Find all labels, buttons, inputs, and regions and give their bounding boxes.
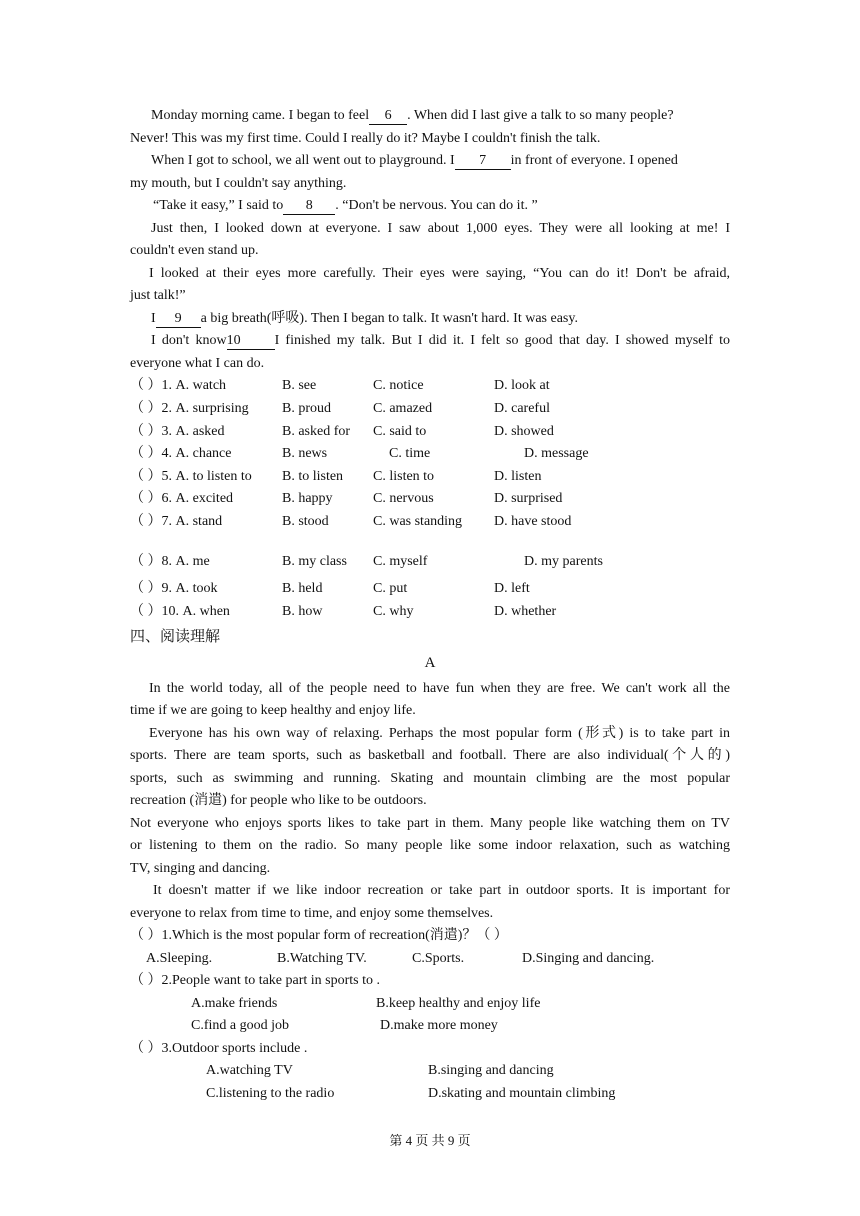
cloze-q3-d: D. showed	[494, 424, 554, 439]
passage-line: or listening to them on the radio. So many people like some indoor relaxation, such as watching	[130, 838, 730, 853]
question-2: （ ）2.People want to take part in sports to .	[130, 973, 381, 988]
blank-6: 6	[369, 108, 407, 125]
cloze-q9-c: C. put	[373, 581, 408, 596]
blank-10: 10	[227, 333, 275, 350]
q1-option-b: B.Watching TV.	[277, 951, 367, 966]
q3-option-d: D.skating and mountain climbing	[428, 1086, 616, 1101]
q3-option-c: C.listening to the radio	[206, 1086, 335, 1101]
cloze-q7-b: B. stood	[282, 514, 329, 529]
passage-line: everyone to relax from time to time, and enjoy some themselves.	[130, 906, 494, 921]
passage-line: time if we are going to keep healthy and enjoy life.	[130, 703, 416, 718]
passage-line: It doesn't matter if we like indoor recreation or take part in outdoor sports. It is important for	[153, 883, 730, 898]
page-footer: 第 4 页 共 9 页	[389, 1133, 471, 1148]
story-line: I looked at their eyes more carefully. Their eyes were saying, “You can do it! Don't be afraid,	[149, 266, 730, 281]
cloze-q9-b: B. held	[282, 581, 323, 596]
q2-option-d: D.make more money	[380, 1018, 498, 1033]
passage-line: Not everyone who enjoys sports likes to take part in them. Many people like watching them on TV	[130, 816, 730, 831]
q2-option-a: A.make friends	[191, 996, 278, 1011]
story-line: “Take it easy,” I said to 8 . “Don't be nervous. You can do it. ”	[153, 198, 538, 213]
cloze-q6-a: （ ）6. A. excited	[130, 491, 234, 506]
cloze-q2-c: C. amazed	[373, 401, 433, 416]
cloze-q4-d: D. message	[524, 446, 589, 461]
story-line: When I got to school, we all went out to playground. I 7 in front of everyone. I opened	[151, 153, 678, 168]
q1-option-c: C.Sports.	[412, 951, 465, 966]
story-line: couldn't even stand up.	[130, 243, 259, 258]
cloze-q2-b: B. proud	[282, 401, 331, 416]
cloze-q10-a: （ ）10. A. when	[130, 604, 230, 619]
cloze-q1-b: B. see	[282, 378, 317, 393]
cloze-q8-c: C. myself	[373, 554, 428, 569]
cloze-q6-d: D. surprised	[494, 491, 563, 506]
q2-option-c: C.find a good job	[191, 1018, 289, 1033]
cloze-q10-d: D. whether	[494, 604, 557, 619]
cloze-q5-b: B. to listen	[282, 469, 344, 484]
cloze-q4-a: （ ）4. A. chance	[130, 446, 232, 461]
q3-option-b: B.singing and dancing	[428, 1063, 554, 1078]
question-3: （ ）3.Outdoor sports include .	[130, 1041, 308, 1056]
cloze-q6-b: B. happy	[282, 491, 333, 506]
story-line: I don't know10 I finished my talk. But I did it. I felt so good that day. I showed myself to	[151, 333, 731, 348]
blank-7: 7	[455, 153, 511, 170]
cloze-q2-d: D. careful	[494, 401, 550, 416]
cloze-q4-b: B. news	[282, 446, 328, 461]
passage-line: sports, such as swimming and running. Skating and mountain climbing are the most popular	[130, 771, 730, 786]
cloze-q6-c: C. nervous	[373, 491, 434, 506]
cloze-q7-d: D. have stood	[494, 514, 572, 529]
q1-option-d: D.Singing and dancing.	[522, 951, 655, 966]
story-line: Just then, I looked down at everyone. I saw about 1,000 eyes. They were all looking at me! I	[151, 221, 730, 236]
cloze-q9-a: （ ）9. A. took	[130, 581, 218, 596]
story-line: Never! This was my first time. Could I really do it? Maybe I couldn't finish the talk.	[130, 131, 601, 146]
cloze-q3-a: （ ）3. A. asked	[130, 424, 225, 439]
passage-line: Everyone has his own way of relaxing. Perhaps the most popular form (形式) is to take part in	[149, 726, 730, 741]
section-title: 四、阅读理解	[130, 629, 221, 645]
cloze-q7-c: C. was standing	[373, 514, 463, 529]
story-line: everyone what I can do.	[130, 356, 265, 371]
story-line: I 9 a big breath(呼吸). Then I began to talk. It wasn't hard. It was easy.	[151, 311, 578, 326]
cloze-q10-b: B. how	[282, 604, 323, 619]
cloze-q8-b: B. my class	[282, 554, 347, 569]
q3-option-a: A.watching TV	[206, 1063, 293, 1078]
cloze-q3-c: C. said to	[373, 424, 427, 439]
cloze-q4-c: C. time	[389, 446, 431, 461]
cloze-q1-d: D. look at	[494, 378, 550, 393]
passage-line: recreation (消遣) for people who like to be outdoors.	[130, 793, 427, 808]
passage-label: A	[424, 655, 436, 671]
cloze-q5-a: （ ）5. A. to listen to	[130, 469, 252, 484]
blank-8: 8	[283, 198, 335, 215]
passage-line: sports. There are team sports, such as basketball and football. There are also individual(个人的)	[130, 748, 730, 763]
cloze-q8-a: （ ）8. A. me	[130, 554, 210, 569]
q1-option-a: A.Sleeping.	[146, 951, 213, 966]
cloze-q5-d: D. listen	[494, 469, 542, 484]
blank-9: 9	[156, 311, 201, 328]
cloze-q2-a: （ ）2. A. surprising	[130, 401, 249, 416]
cloze-q7-a: （ ）7. A. stand	[130, 514, 223, 529]
cloze-q1-a: （ ）1. A. watch	[130, 378, 227, 393]
cloze-q3-b: B. asked for	[282, 424, 351, 439]
cloze-q9-d: D. left	[494, 581, 530, 596]
cloze-q1-c: C. notice	[373, 378, 424, 393]
question-1: （ ）1.Which is the most popular form of recreation(消遣)？（ ）	[130, 928, 508, 943]
cloze-q8-d: D. my parents	[524, 554, 603, 569]
passage-line: In the world today, all of the people need to have fun when they are free. We can't work all the	[149, 681, 730, 696]
q2-option-b: B.keep healthy and enjoy life	[376, 996, 541, 1011]
cloze-q5-c: C. listen to	[373, 469, 435, 484]
passage-line: TV, singing and dancing.	[130, 861, 271, 876]
story-line: my mouth, but I couldn't say anything.	[130, 176, 347, 191]
cloze-q10-c: C. why	[373, 604, 414, 619]
story-line: Monday morning came. I began to feel 6 . When did I last give a talk to so many people?	[151, 108, 674, 123]
story-line: just talk!”	[130, 288, 186, 303]
